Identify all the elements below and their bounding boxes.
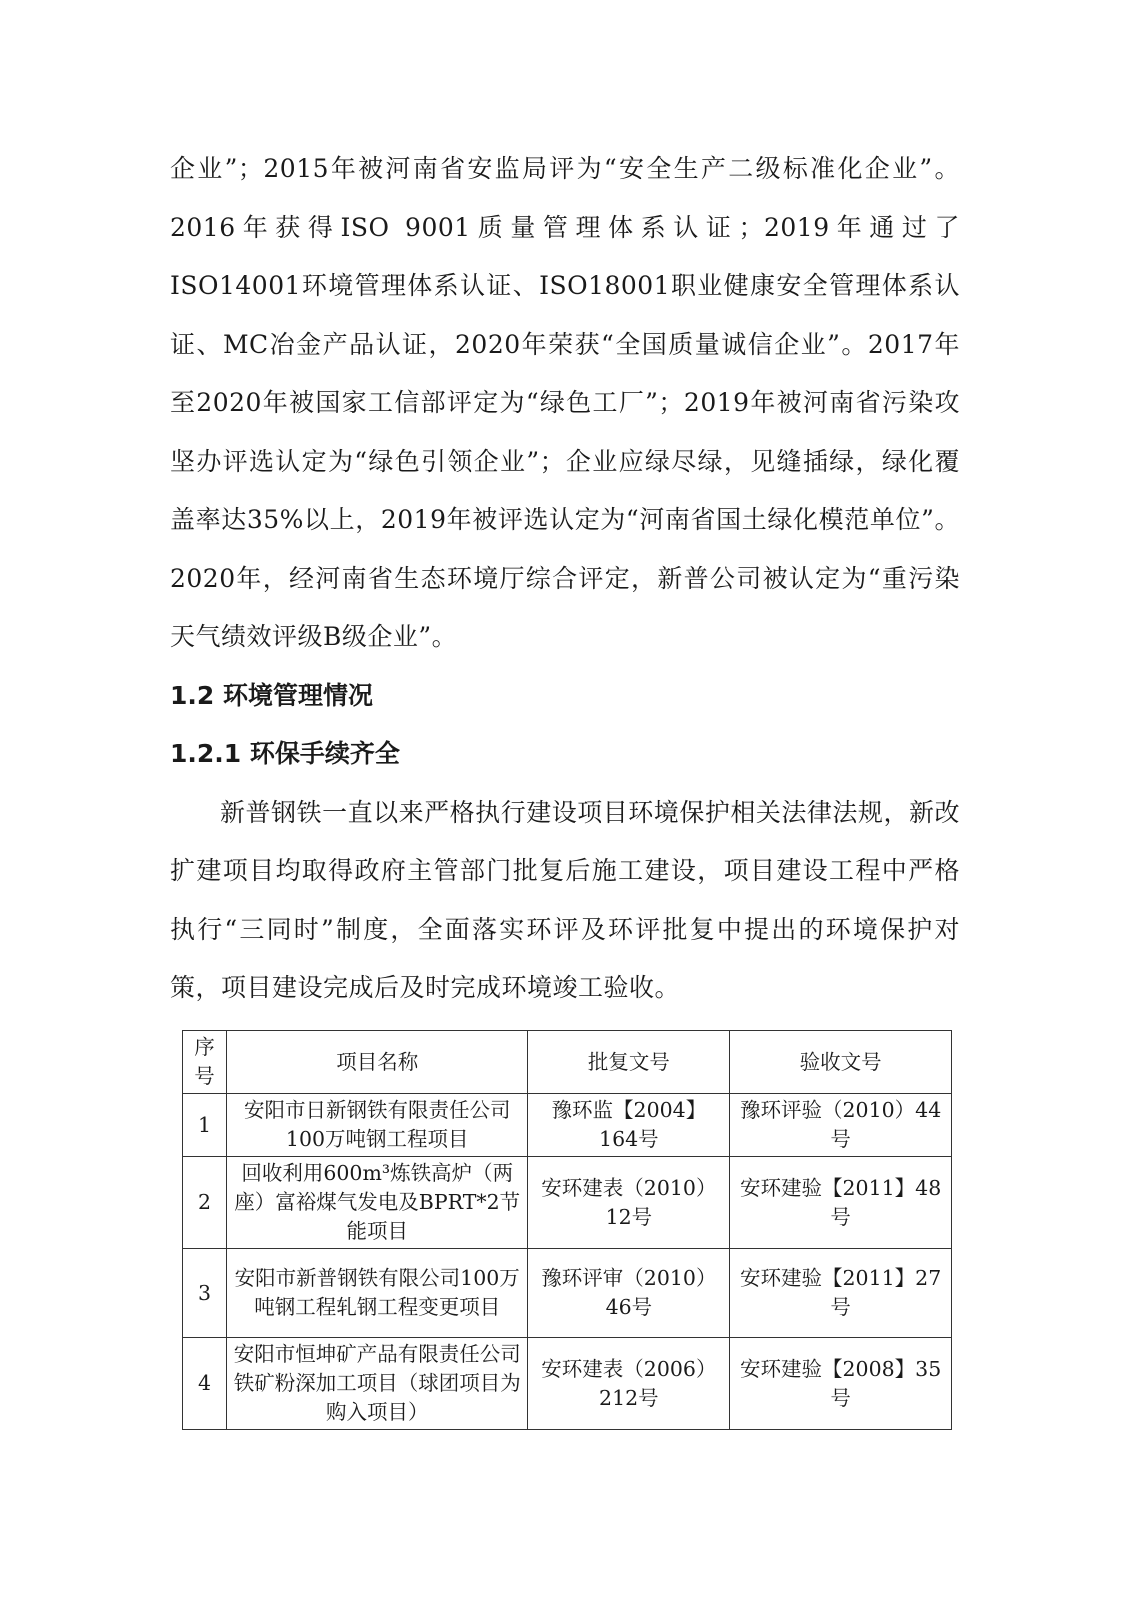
intro-paragraph: 企业”；2015年被河南省安监局评为“安全生产二级标准化企业”。2016年获得ISO 9001质量管理体系认证；2019年通过了ISO14001环境管理体系认证、ISO18001职业健康安全管理体系认证、MC冶金产品认证，2020年荣获“全国质量诚信企业”。2017年至2020年被国家工信部评定为“绿色工厂”；2019年被河南省污染攻坚办评选认定为“绿色引领企业”；企业应绿尽绿，见缝插绿，绿化覆盖率达35%以上，2019年被评选认定为“河南省国土绿化模范单位”。2020年，经河南省生态环境厅综合评定，新普公司被认定为“重污染天气绩效评级B级企业”。 [170, 154, 960, 651]
row-no: 4 [183, 1338, 227, 1430]
row-approval-no: 豫环评审（2010）46号 [528, 1249, 730, 1338]
section-heading-1-2-1: 1.2.1 环保手续齐全 [170, 739, 400, 768]
row-project-name: 安阳市新普钢铁有限公司100万吨钢工程轧钢工程变更项目 [226, 1249, 528, 1338]
row-approval-no: 豫环监【2004】164号 [528, 1094, 730, 1157]
row-no: 2 [183, 1157, 227, 1249]
header-no: 序号 [183, 1031, 227, 1094]
row-project-name: 安阳市日新钢铁有限责任公司100万吨钢工程项目 [226, 1094, 528, 1157]
row-no: 1 [183, 1094, 227, 1157]
row-no: 3 [183, 1249, 227, 1338]
table-row [183, 1094, 952, 1157]
row-acceptance-no: 安环建验【2011】48号 [730, 1157, 952, 1249]
row-approval-no: 安环建表（2010）12号 [528, 1157, 730, 1249]
table-header-row [183, 1031, 952, 1094]
table-row [183, 1338, 952, 1430]
row-project-name: 安阳市恒坤矿产品有限责任公司铁矿粉深加工项目（球团项目为购入项目） [226, 1338, 528, 1430]
row-acceptance-no: 豫环评验（2010）44号 [730, 1094, 952, 1157]
row-acceptance-no: 安环建验【2011】27号 [730, 1249, 952, 1338]
header-project-name: 项目名称 [226, 1031, 528, 1094]
header-approval-no: 批复文号 [528, 1031, 730, 1094]
procedures-paragraph: 新普钢铁一直以来严格执行建设项目环境保护相关法律法规，新改扩建项目均取得政府主管部门批复后施工建设，项目建设工程中严格执行“三同时”制度，全面落实环评及环评批复中提出的环境保护对策，项目建设完成后及时完成环境竣工验收。 [170, 797, 960, 1002]
row-approval-no: 安环建表（2006）212号 [528, 1338, 730, 1430]
document-body [170, 140, 960, 1018]
section-heading-1-2: 1.2 环境管理情况 [170, 680, 373, 710]
header-acceptance-no: 验收文号 [730, 1031, 952, 1094]
row-acceptance-no: 安环建验【2008】35号 [730, 1338, 952, 1430]
table-row [183, 1157, 952, 1249]
project-approval-table [182, 1030, 952, 1430]
row-project-name: 回收利用600m³炼铁高炉（两座）富裕煤气发电及BPRT*2节能项目 [226, 1157, 528, 1249]
table-row [183, 1249, 952, 1338]
